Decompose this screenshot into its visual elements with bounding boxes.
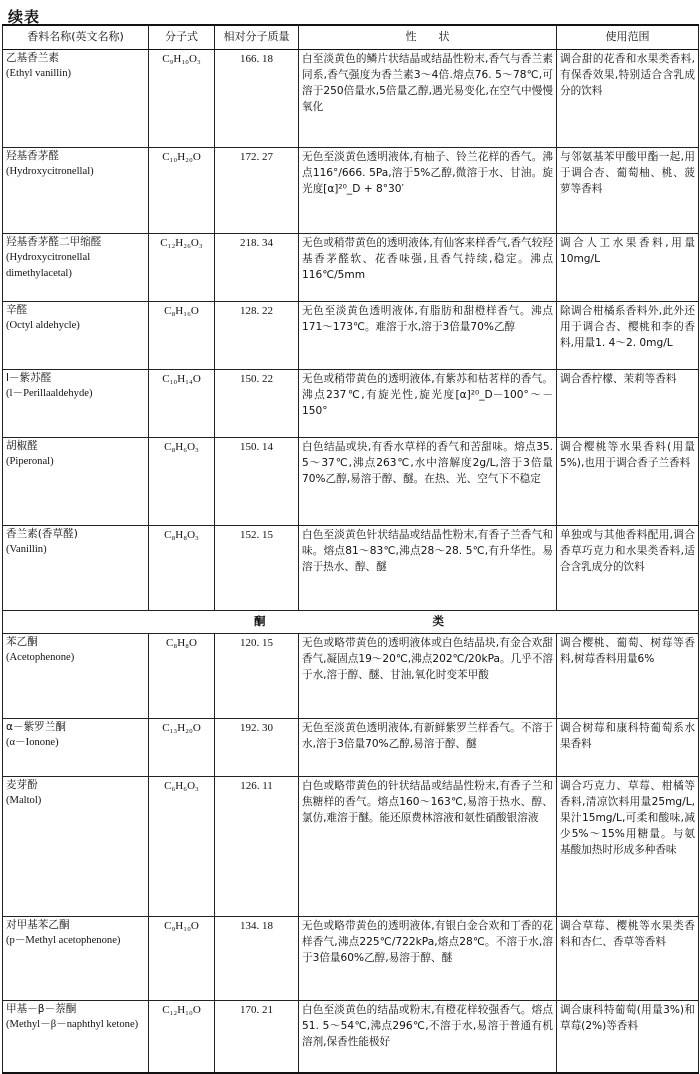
cell-name (3, 50, 149, 148)
cell-formula: C₉H₁₀O₃ (149, 50, 215, 148)
header-formula: 分子式 (149, 25, 215, 50)
cell-formula: C₈H₆O₃ (149, 438, 215, 526)
cell-property: 无色至淡黄色透明液体,有柚子、铃兰花样的香气。沸点116°/666. 5Pa,溶于5%乙醇,微溶于水、甘油。旋光度[α]²⁰_D + 8°30′ (299, 148, 557, 234)
cell-name (3, 148, 149, 234)
cell-usage: 调合人工水果香料,用量10mg/L (557, 234, 699, 302)
cell-usage: 单独或与其他香料配用,调合香草巧克力和水果类香料,适合含乳成分的饮料 (557, 526, 699, 611)
cell-mw: 192. 30 (215, 719, 299, 777)
name-en: (Maltol) (6, 795, 42, 807)
cell-name (3, 526, 149, 611)
page-title: 续表 (8, 8, 41, 26)
cell-mw: 172. 27 (215, 148, 299, 234)
cell-formula: C₁₃H₂₀O (149, 719, 215, 777)
name-cn: α－紫罗兰酮 (6, 721, 66, 733)
section-row-ketones (3, 611, 699, 634)
name-cn: 辛醛 (6, 304, 28, 316)
cell-name (3, 1001, 149, 1073)
cell-usage: 调合康科特葡萄(用量3%)和草莓(2%)等香料 (557, 1001, 699, 1073)
name-cn: 羟基香茅醛 (6, 150, 59, 162)
name-en: (Hydroxycitronellal) (6, 166, 94, 178)
name-en: (Acetophenone) (6, 652, 75, 664)
cell-name (3, 634, 149, 719)
name-cn: 对甲基苯乙酮 (6, 919, 70, 931)
cell-formula: C₈H₈O₃ (149, 526, 215, 611)
name-en: (p－Methyl acetophenone) (6, 935, 121, 947)
name-en: (Hydroxycitronellal dimethylacetal) (6, 252, 91, 279)
name-cn: 胡椒醛 (6, 440, 38, 452)
cell-usage: 调合草莓、樱桃等水果类香料和杏仁、香草等香料 (557, 917, 699, 1001)
table-row (3, 777, 699, 917)
cell-mw: 218. 34 (215, 234, 299, 302)
cell-name (3, 917, 149, 1001)
cell-property: 白至淡黄色的鳞片状结晶或结晶性粉末,香气与香兰素同系,香气强度为香兰素3～4倍.熔点76. 5～78℃,可溶于250倍量水,5倍量乙醇,遇光易变化,在空气中慢慢氧化 (299, 50, 557, 148)
cell-mw: 170. 21 (215, 1001, 299, 1073)
cell-property: 无色或略带黄色的透明液体,有银白金合欢和丁香的花样香气,沸点225℃/722kPa,熔点28℃。不溶于水,溶于3倍量60%乙醇,易溶于醇、醚 (299, 917, 557, 1001)
cell-usage: 调合树莓和康科特葡萄系水果香料 (557, 719, 699, 777)
name-en: (Octyl aldehycle) (6, 320, 80, 332)
table-row (3, 148, 699, 234)
name-cn: 香兰素(香草醛) (6, 528, 78, 540)
cell-name (3, 438, 149, 526)
table-row (3, 917, 699, 1001)
name-en: (Piperonal) (6, 456, 54, 468)
table-row (3, 1001, 699, 1073)
cell-usage: 调合甜的花香和水果类香料,有保香效果,特别适合含乳成分的饮料 (557, 50, 699, 148)
cell-name (3, 234, 149, 302)
cell-mw: 126. 11 (215, 777, 299, 917)
cell-mw: 134. 18 (215, 917, 299, 1001)
section-label: 酮 类 (3, 611, 699, 634)
cell-mw: 152. 15 (215, 526, 299, 611)
table-row (3, 370, 699, 438)
header-property: 性 状 (299, 25, 557, 50)
cell-property: 无色或略带黄色的透明液体或白色结晶块,有金合欢甜香气,凝固点19～20℃,沸点202℃/20kPa。几乎不溶于水,溶于醇、醚、甘油,氧化时变苯甲酸 (299, 634, 557, 719)
cell-property: 无色至淡黄色透明液体,有脂肪和甜橙样香气。沸点171～173℃。难溶于水,溶于3倍量70%乙醇 (299, 302, 557, 370)
cell-formula: C₁₂H₁₀O (149, 1001, 215, 1073)
cell-formula: C₉H₁₀O (149, 917, 215, 1001)
header-usage: 使用范围 (557, 25, 699, 50)
name-en: (α－Ionone) (6, 737, 59, 749)
cell-property: 无色或稍带黄色的透明液体,有紫苏和枯茗样的香气。沸点237℃,有旋光性,旋光度[α]²⁰_D－100°～－150° (299, 370, 557, 438)
table-row (3, 719, 699, 777)
name-cn: 羟基香茅醛二甲缩醛 (6, 236, 102, 248)
cell-property: 白色结晶或块,有香水草样的香气和苦甜味。熔点35. 5～37℃,沸点263℃,水中溶解度2g/L,溶于3倍量70%乙醇,易溶于醇、醚。在热、光、空气下不稳定 (299, 438, 557, 526)
cell-usage: 与邻氨基苯甲酸甲酯一起,用于调合杏、葡萄柚、桃、菠萝等香料 (557, 148, 699, 234)
table-row (3, 50, 699, 148)
cell-mw: 166. 18 (215, 50, 299, 148)
cell-usage: 除调合柑橘系香料外,此外还用于调合杏、樱桃和李的香料,用量1. 4～2. 0mg/L (557, 302, 699, 370)
cell-property: 白色至淡黄色的结晶或粉末,有橙花样较强香气。熔点51. 5～54℃,沸点296℃,不溶于水,易溶于普通有机溶剂,保香性能极好 (299, 1001, 557, 1073)
cell-mw: 120. 15 (215, 634, 299, 719)
name-en: (Ethyl vanillin) (6, 68, 72, 80)
cell-name (3, 719, 149, 777)
perfume-table (2, 24, 699, 1074)
cell-formula: C₁₀H₂₀O (149, 148, 215, 234)
cell-name (3, 370, 149, 438)
cell-name (3, 777, 149, 917)
cell-formula: C₈H₈O (149, 634, 215, 719)
cell-property: 白色或略带黄色的针状结晶或结晶性粉末,有香子兰和焦糖样的香气。熔点160～163℃,易溶于热水、醇、氯仿,难溶于醚。能还原费林溶液和氨性硝酸银溶液 (299, 777, 557, 917)
cell-usage: 调合樱桃、葡萄、树莓等香料,树莓香料用量6% (557, 634, 699, 719)
cell-name (3, 302, 149, 370)
name-en: (Vanillin) (6, 544, 47, 556)
cell-mw: 128. 22 (215, 302, 299, 370)
name-en: (Methyl－β－naphthyl ketone) (6, 1019, 139, 1031)
cell-mw: 150. 22 (215, 370, 299, 438)
cell-formula: C₆H₆O₃ (149, 777, 215, 917)
name-cn: 麦芽酚 (6, 779, 38, 791)
table-row (3, 526, 699, 611)
name-cn: 乙基香兰素 (6, 52, 59, 64)
name-cn: 苯乙酮 (6, 636, 38, 648)
table-row (3, 234, 699, 302)
cell-usage: 调合巧克力、草莓、柑橘等香料,清凉饮料用量25mg/L,果汁15mg/L,可柔和酸味,减少5%～15%用糖量。与氨基酸加热时形成多种香味 (557, 777, 699, 917)
header-name: 香料名称(英文名称) (3, 25, 149, 50)
table-row (3, 438, 699, 526)
cell-formula: C₈H₁₆O (149, 302, 215, 370)
cell-property: 白色至淡黄色针状结晶或结晶性粉末,有香子兰香气和味。熔点81～83℃,沸点28～28. 5℃,有升华性。易溶于热水、醇、醚 (299, 526, 557, 611)
cell-mw: 150. 14 (215, 438, 299, 526)
name-cn: l－紫苏醛 (6, 372, 52, 384)
table-row (3, 302, 699, 370)
cell-formula: C₁₀H₁₄O (149, 370, 215, 438)
table-header-row (3, 25, 699, 50)
name-en: (l－Perillaaldehyde) (6, 388, 93, 400)
cell-property: 无色或稍带黄色的透明液体,有仙客来样香气,香气较羟基香茅醛软、花香味强,且香气持续,稳定。沸点116℃/5mm (299, 234, 557, 302)
table-body (3, 50, 699, 1073)
cell-formula: C₁₂H₂₆O₃ (149, 234, 215, 302)
cell-property: 无色至淡黄色透明液体,有新鲜紫罗兰样香气。不溶于水,溶于3倍量70%乙醇,易溶于醇、醚 (299, 719, 557, 777)
name-cn: 甲基－β－萘酮 (6, 1003, 77, 1015)
cell-usage: 调合樱桃等水果香料(用量5%),也用于调合香子兰香料 (557, 438, 699, 526)
cell-usage: 调合香柠檬、茉莉等香料 (557, 370, 699, 438)
table-row (3, 634, 699, 719)
header-mw: 相对分子质量 (215, 25, 299, 50)
